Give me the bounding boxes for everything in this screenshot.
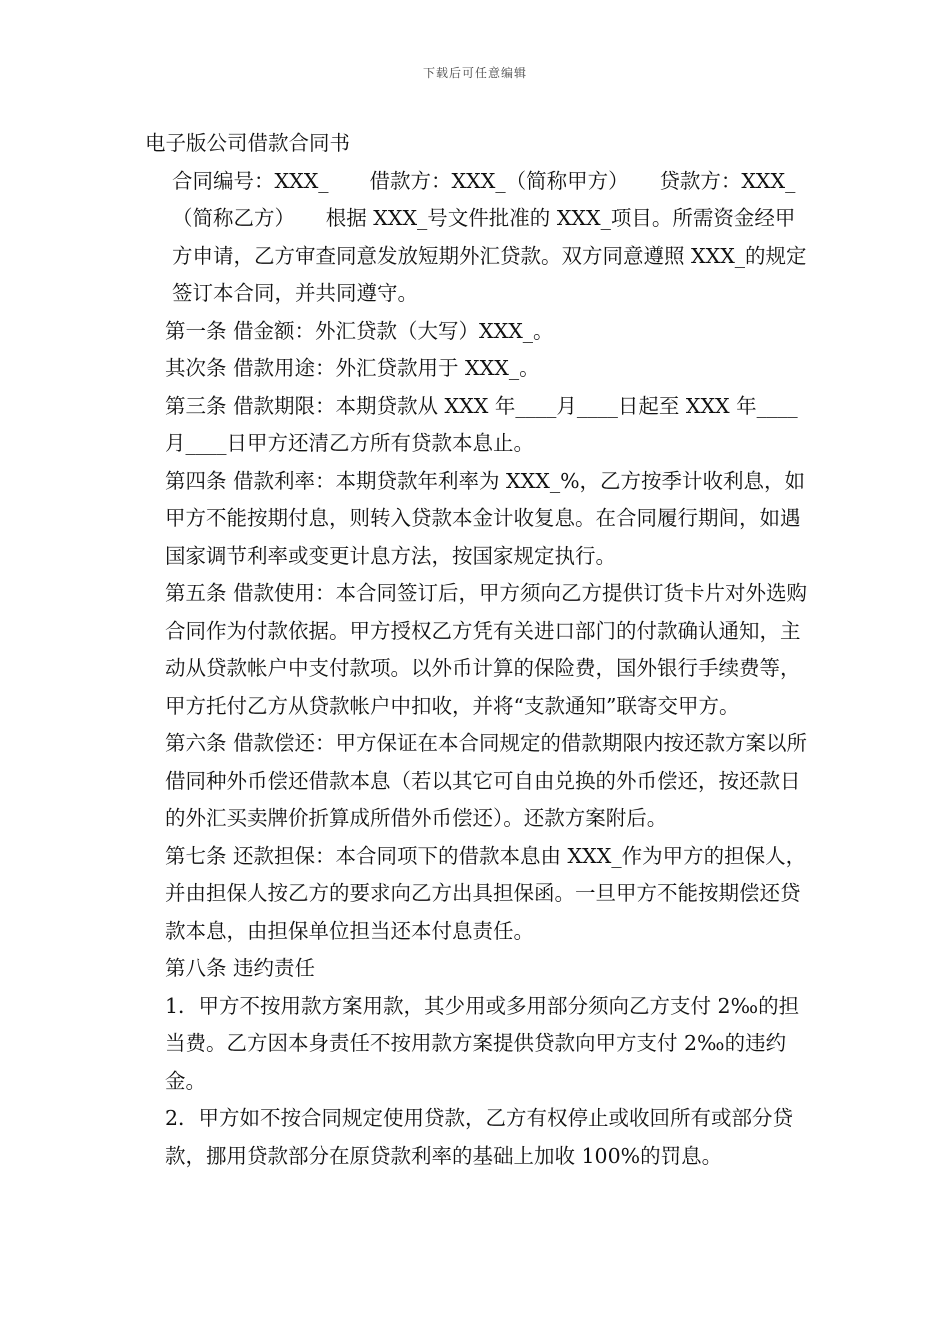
- document-body: [145, 125, 810, 1175]
- document-title: 电子版公司借款合同书: [145, 131, 350, 155]
- article-8-clause-2: 2．甲方如不按合同规定使用贷款，乙方有权停止或收回所有或部分贷款，挪用贷款部分在原贷款利率的基础上加收 100%的罚息。: [165, 1106, 794, 1168]
- article-6-paragraph: 第六条 借款偿还：甲方保证在本合同规定的借款期限内按还款方案以所借同种外币偿还借款本息（若以其它可自由兑换的外币偿还，按还款日的外汇买卖牌价折算成所借外币偿还）。还款方案附后。: [165, 731, 808, 830]
- article-1-paragraph: 第一条 借金额：外汇贷款（大写）XXX_。: [165, 318, 554, 343]
- article-8-clause-1: 1．甲方不按用款方案用款，其少用或多用部分须向乙方支付 2‰的担当费。乙方因本身责任不按用款方案提供贷款向甲方支付 2‰的违约金。: [165, 993, 800, 1093]
- article-3-paragraph: 第三条 借款期限：本期贷款从 XXX 年____月____日起至 XXX 年____月____日甲方还清乙方所有贷款本息止。: [165, 393, 798, 455]
- page-header-note: 下载后可任意编辑: [422, 66, 527, 80]
- article-2-paragraph: 其次条 借款用途：外汇贷款用于 XXX_。: [165, 356, 540, 380]
- article-4-paragraph: 第四条 借款利率：本期贷款年利率为 XXX_%，乙方按季计收利息，如甲方不能按期付息，则转入贷款本金计收复息。在合同履行期间，如遇国家调节利率或变更计息方法，按国家规定执行。: [165, 468, 806, 568]
- contract-intro-paragraph: 合同编号：XXX_ 借款方：XXX_（简称甲方） 贷款方：XXX_（简称乙方） 根据 XXX_号文件批准的 XXX_项目。所需资金经甲方申请，乙方审查同意发放短期外汇贷款。双方同意遵照 XXX_的规定签订本合同，并共同遵守。: [172, 168, 807, 305]
- article-7-paragraph: 第七条 还款担保：本合同项下的借款本息由 XXX_作为甲方的担保人，并由担保人按乙方的要求向乙方出具担保函。一旦甲方不能按期偿还贷款本息，由担保单位担当还本付息责任。: [165, 843, 807, 943]
- article-5-paragraph: 第五条 借款使用：本合同签订后，甲方须向乙方提供订货卡片对外选购合同作为付款依据。甲方授权乙方凭有关进口部门的付款确认通知，主动从贷款帐户中支付款项。以外币计算的保险费，国外银行手续费等，甲方托付乙方从贷款帐户中扣收，并将“支款通知”联寄交甲方。: [165, 581, 808, 718]
- article-8-heading: 第八条 违约责任: [165, 956, 316, 980]
